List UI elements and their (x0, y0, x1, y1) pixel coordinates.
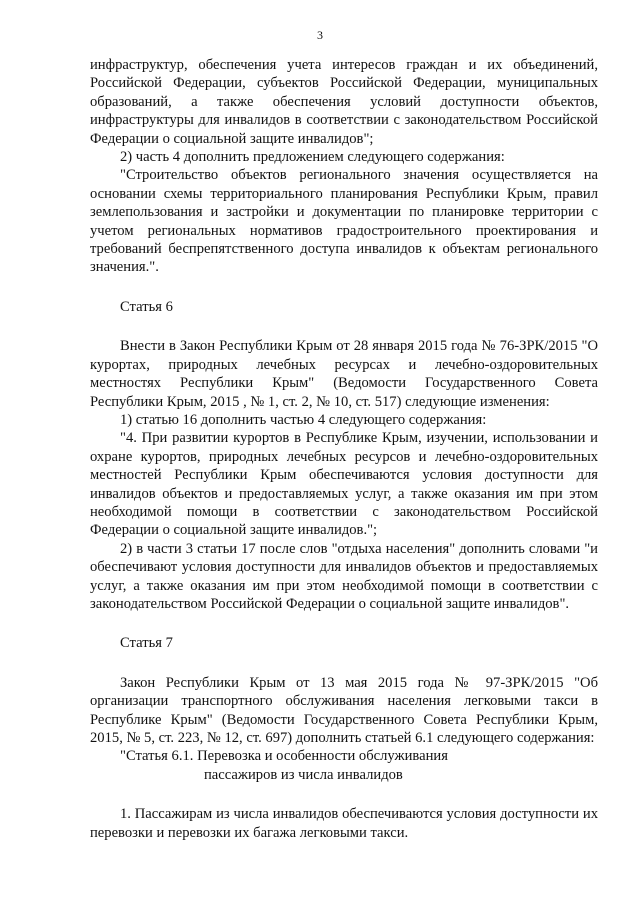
document-body (90, 56, 598, 842)
paragraph-infrastructure: инфраструктур, обеспечения учета интересов граждан и их объединений, Российской Федерации, субъектов Российской Федерации, муниципальных образований, а также обеспечения условий доступности объектов, инфраструктуры для инвалидов в соответствии с законодательством Российской Федерации о социальной защите инвалидов"; (90, 57, 598, 147)
paragraph-part4-intro: 2) часть 4 дополнить предложением следующего содержания: (120, 149, 505, 166)
paragraph-resorts-development: "4. При развитии курортов в Республике Крым, изучении, использовании и охране курортов, природных лечебных ресурсов и лечебно-оздоровительных местностей Республики Крым обеспечиваются условия доступности для инвалидов объектов и предоставляемых услуг, а также оказания им при этом необходимой помощи в соответствии с законодательством Российской Федерации о социальной защите инвалидов."; (90, 430, 598, 539)
paragraph-article16: 1) статью 16 дополнить частью 4 следующего содержания: (120, 411, 487, 428)
paragraph-taxi-law: Закон Республики Крым от 13 мая 2015 года № 97-ЗРК/2015 "Об организации транспортного обслуживания населения легковыми такси в Республике Крым" (Ведомости Государственного Совета Республики Крым, 2015, № 5, ст. 223, № 12, ст. 697) дополнить статьей 6.1 следующего содержания: (90, 674, 598, 746)
article-6-1-heading-line1: "Статья 6.1. Перевозка и особенности обслуживания (120, 748, 448, 765)
article-6-1-heading (90, 747, 598, 784)
article-6-1-heading-line2: пассажиров из числа инвалидов (204, 766, 403, 783)
paragraph-construction: "Строительство объектов регионального значения осуществляется на основании схемы территориального планирования Республики Крым, правил землепользования и застройки и документации по планировке территории с учетом региональных нормативов градостроительного проектирования и требований беспрепятственного доступа инвалидов к объектам регионального значения.". (90, 167, 598, 276)
page-number: 3 (317, 28, 323, 42)
article-7-heading: Статья 7 (120, 635, 173, 652)
paragraph-article17: 2) в части 3 статьи 17 после слов "отдыха населения" дополнить словами "и обеспечивают условия доступности для инвалидов объектов и предоставляемых услуг, а также оказания им при этом необходимой помощи в соответствии с законодательством Российской Федерации о социальной защите инвалидов". (90, 540, 598, 612)
paragraph-resorts-law: Внести в Закон Республики Крым от 28 января 2015 года № 76-ЗРК/2015 "О курортах, природных лечебных ресурсах и лечебно-оздоровительных местностях Республики Крым" (Ведомости Государственного Совета Республики Крым, 2015 , № 1, ст. 2, № 10, ст. 517) следующие изменения: (90, 338, 598, 410)
paragraph-passengers: 1. Пассажирам из числа инвалидов обеспечиваются условия доступности их перевозки и перевозки их багажа легковыми такси. (90, 806, 598, 841)
article-6-heading: Статья 6 (120, 298, 173, 315)
